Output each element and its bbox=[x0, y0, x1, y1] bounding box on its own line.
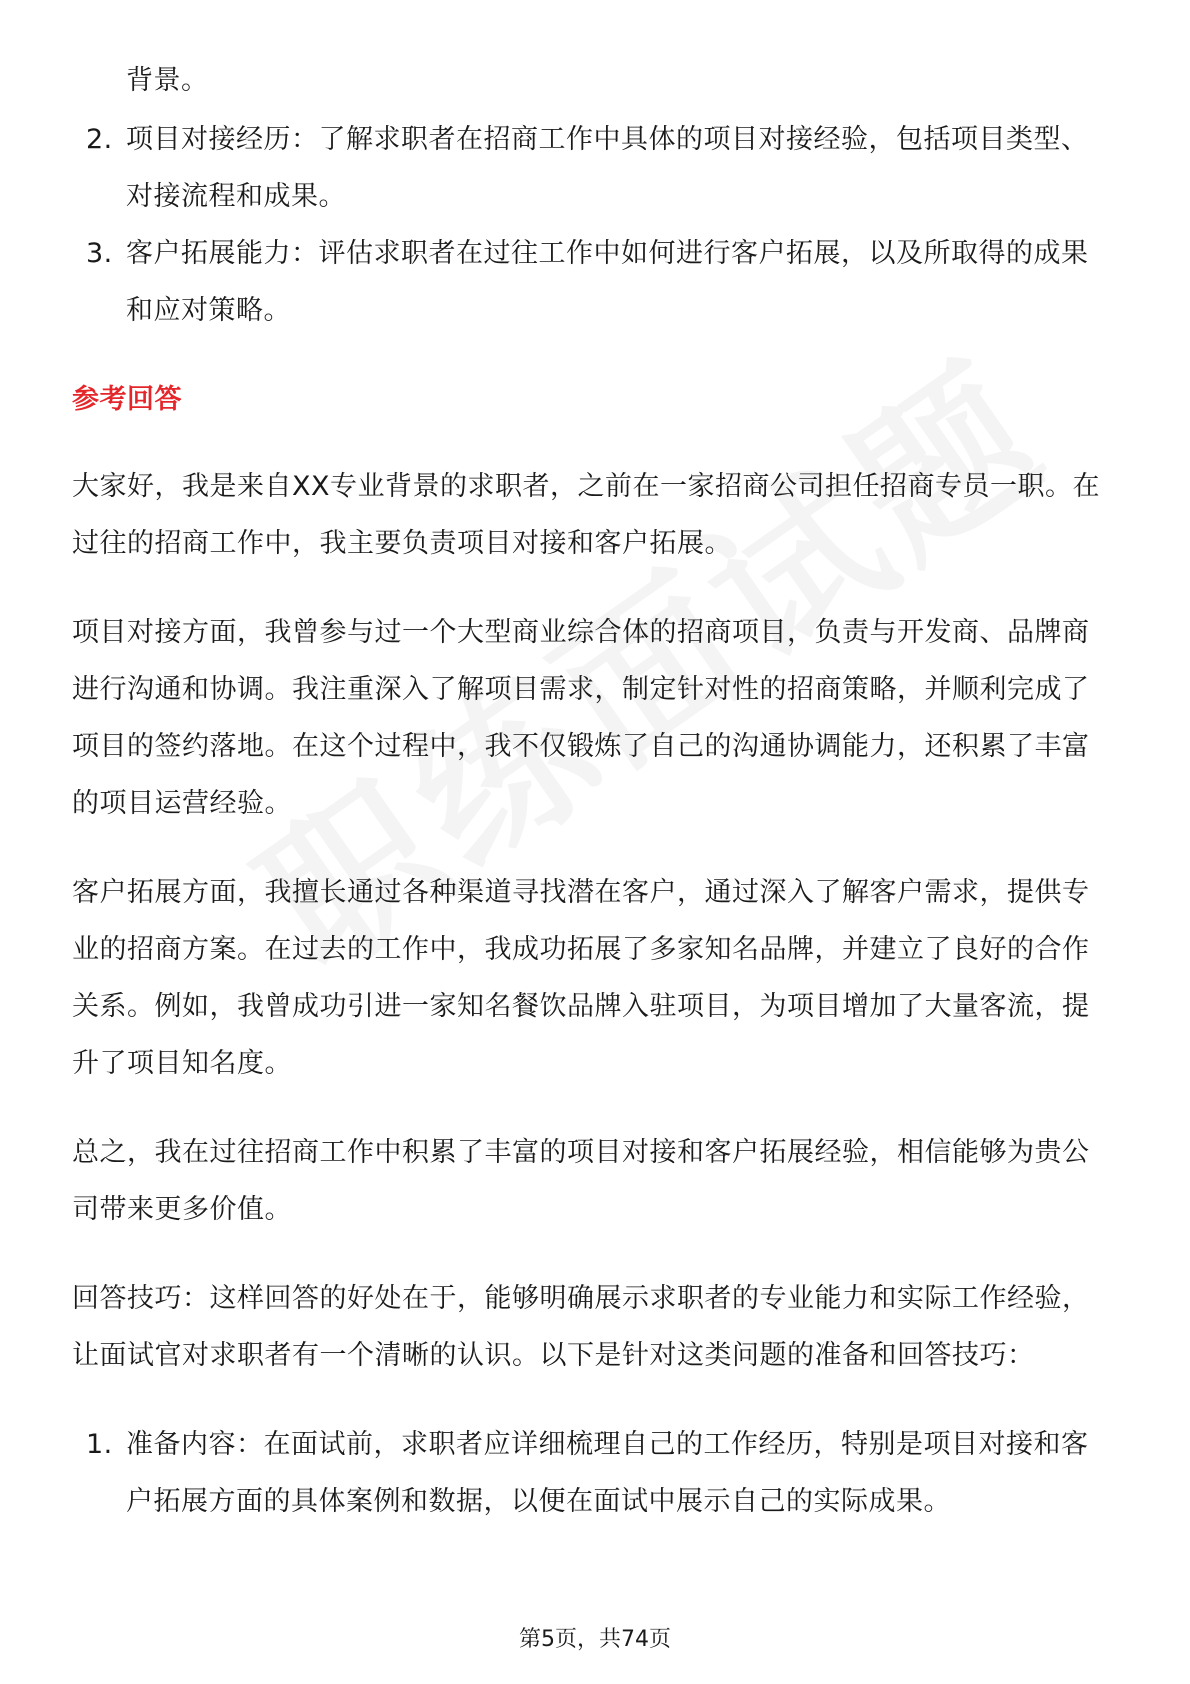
list-item-text: 客户拓展能力：评估求职者在过往工作中如何进行客户拓展，以及所取得的成果和应对策略。 bbox=[126, 238, 1089, 326]
list-number: 3. bbox=[86, 238, 113, 269]
criteria-list bbox=[72, 111, 1112, 339]
list-number: 1. bbox=[86, 1429, 113, 1460]
list-item bbox=[72, 1416, 1112, 1530]
list-item-text: 项目对接经历：了解求职者在招商工作中具体的项目对接经验，包括项目类型、对接流程和成果。 bbox=[126, 124, 1089, 212]
tips-paragraph: 回答技巧：这样回答的好处在于，能够明确展示求职者的专业能力和实际工作经验，让面试官对求职者有一个清晰的认识。以下是针对这类问题的准备和回答技巧： bbox=[72, 1283, 1090, 1371]
list-item-continuation: 背景。 bbox=[126, 65, 209, 96]
tips-list bbox=[72, 1416, 1112, 1530]
section-heading: 参考回答 bbox=[72, 384, 182, 415]
answer-paragraph: 大家好，我是来自XX专业背景的求职者，之前在一家招商公司担任招商专员一职。在过往的招商工作中，我主要负责项目对接和客户拓展。 bbox=[72, 471, 1100, 559]
list-item bbox=[72, 225, 1112, 339]
answer-paragraph: 项目对接方面，我曾参与过一个大型商业综合体的招商项目，负责与开发商、品牌商进行沟通和协调。我注重深入了解项目需求，制定针对性的招商策略，并顺利完成了项目的签约落地。在这个过程中，我不仅锻炼了自己的沟通协调能力，还积累了丰富的项目运营经验。 bbox=[72, 617, 1090, 819]
answer-paragraph: 客户拓展方面，我擅长通过各种渠道寻找潜在客户，通过深入了解客户需求，提供专业的招商方案。在过去的工作中，我成功拓展了多家知名品牌，并建立了良好的合作关系。例如，我曾成功引进一家知名餐饮品牌入驻项目，为项目增加了大量客流，提升了项目知名度。 bbox=[72, 877, 1090, 1079]
list-item-text: 准备内容：在面试前，求职者应详细梳理自己的工作经历，特别是项目对接和客户拓展方面的具体案例和数据，以便在面试中展示自己的实际成果。 bbox=[126, 1429, 1089, 1517]
list-item bbox=[72, 111, 1112, 225]
answer-paragraph: 总之，我在过往招商工作中积累了丰富的项目对接和客户拓展经验，相信能够为贵公司带来更多价值。 bbox=[72, 1137, 1090, 1225]
page-footer: 第5页，共74页 bbox=[519, 1627, 671, 1652]
list-number: 2. bbox=[86, 124, 113, 155]
page-content bbox=[72, 52, 1112, 1562]
